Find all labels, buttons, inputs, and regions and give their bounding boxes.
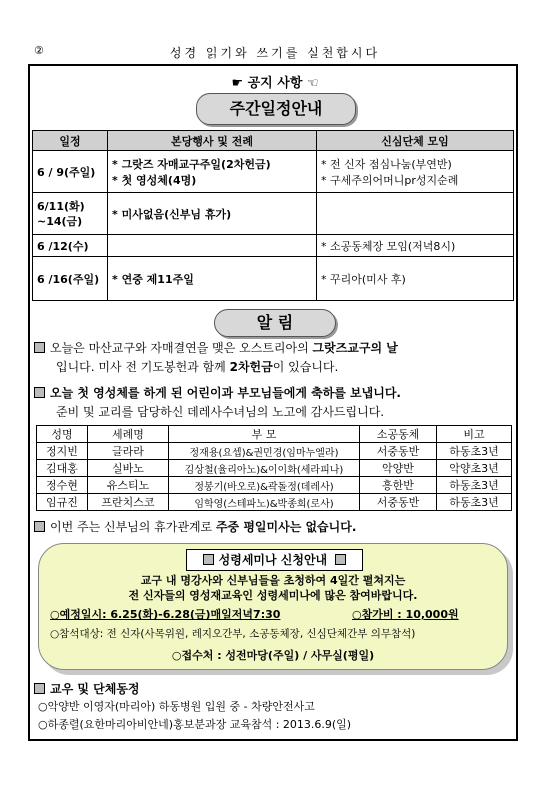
first-communion-table: [36, 425, 512, 511]
checkbox-square-icon: [34, 683, 45, 694]
table-row: [37, 477, 512, 494]
table-cell: 임규진: [37, 494, 88, 511]
schedule-parish-line: * 그랏즈 자매교구주일(2차헌금): [112, 157, 271, 171]
announcement-text: 오늘 첫 영성체를 하게 된 어린이과 부모님들에게 축하를 보냅니다.: [50, 386, 401, 400]
table-header-cell: 비고: [437, 426, 512, 443]
checkbox-square-icon: [34, 387, 45, 398]
table-header-cell: 소공동체: [360, 426, 437, 443]
seminar-reception: ○접수처 : 성전마당(주일) / 사무실(평일): [171, 649, 375, 662]
table-row: [37, 494, 512, 511]
schedule-date: 6 / 9(주일): [33, 151, 108, 193]
seminar-title-text: 성령세미나 신청안내: [218, 553, 328, 567]
table-cell: 서중동반: [360, 494, 437, 511]
schedule-group-line: * 전 신자 점심나눔(부연반): [321, 157, 452, 171]
schedule-header-parish: 본당행사 및 전례: [108, 131, 317, 151]
schedule-row: [33, 235, 514, 257]
schedule-date: 6 /16(주일): [33, 257, 108, 301]
schedule-parish: [108, 151, 317, 193]
table-row: [37, 460, 512, 477]
schedule-group-line: * 소공동체장 모임(저녁8시): [321, 239, 456, 253]
schedule-date: 6/11(화) ~14(금): [33, 193, 108, 235]
staff-news-item: ○하종렬(요한마리아비안네)홍보분과장 교육참석 : 2013.6.9(일): [38, 718, 352, 731]
schedule-header-date: 일정: [33, 131, 108, 151]
checkbox-square-icon: [34, 342, 45, 353]
schedule-date: 6 /12(수): [33, 235, 108, 257]
table-header-cell: 부 모: [169, 426, 360, 443]
announcement-item-2: [34, 384, 514, 422]
table-cell: 정재용(요셉)&권민경(임마누엘라): [169, 443, 360, 460]
schedule-parish-line: * 연중 제11주일: [112, 272, 194, 286]
schedule-parish: [108, 193, 317, 235]
table-cell: 악양초3년: [437, 460, 512, 477]
schedule-title: 주간일정안내: [196, 93, 356, 125]
announcement-text: 이번 주는 신부님의 휴가관계로: [50, 520, 216, 534]
schedule-parish: [108, 235, 317, 257]
schedule-group: [317, 193, 514, 235]
schedule-group: [317, 257, 514, 301]
schedule-group: [317, 151, 514, 193]
schedule-row: [33, 257, 514, 301]
announcement-line: 준비 및 교리를 담당하신 데레사수녀님의 노고에 감사드립니다.: [56, 405, 385, 419]
schedule-row: [33, 151, 514, 193]
schedule-group-line: * 꾸리아(미사 후): [321, 272, 406, 286]
table-cell: 하동초3년: [437, 494, 512, 511]
table-cell: 하동초3년: [437, 477, 512, 494]
page-motto: 성경 읽기와 쓰기를 실천합시다: [169, 46, 381, 60]
seminar-date: ○예정일시: 6.25(화)-6.28(금)매일저녁7:30: [50, 608, 281, 621]
notice-title: ☛ 공지 사항 ☜: [231, 76, 319, 91]
schedule-header-group: 신심단체 모임: [317, 131, 514, 151]
announcement-item-3: [34, 518, 510, 537]
announcement-emphasis: 2차헌금: [229, 360, 273, 374]
schedule-parish: [108, 257, 317, 301]
announcement-line: [34, 384, 514, 403]
announcement-text: 이 있습니다.: [272, 360, 339, 374]
announcement-text: 입니다. 미사 전 기도봉헌과 함께: [56, 360, 230, 374]
table-cell: 김상철(율리아노)&이이화(세라피나): [169, 460, 360, 477]
table-cell: 정지빈: [37, 443, 88, 460]
announcement-emphasis: 주중 평일미사는 없습니다.: [215, 520, 357, 534]
table-cell: 실바노: [88, 460, 169, 477]
page-number: ②: [34, 44, 44, 57]
table-cell: 악양반: [360, 460, 437, 477]
announcements-title: 알 림: [214, 309, 336, 337]
table-header-cell: 세례명: [88, 426, 169, 443]
table-cell: 김대홍: [37, 460, 88, 477]
table-cell: 정수현: [37, 477, 88, 494]
table-cell: 정봉기(바오로)&곽돌정(데레사): [169, 477, 360, 494]
seminar-description: 교구 내 명강사와 신부님들을 초청하여 4일간 펼쳐지는: [140, 574, 406, 587]
schedule-group: [317, 235, 514, 257]
seminar-fee: ○참가비 : 10,000원: [352, 608, 459, 621]
checkbox-square-icon: [34, 521, 45, 532]
schedule-table: [32, 130, 514, 301]
schedule-group-line: * 구세주의어머니pr성지순례: [321, 173, 459, 187]
table-row: [37, 443, 512, 460]
checkbox-square-icon: [203, 554, 214, 565]
table-cell: 글라라: [88, 443, 169, 460]
announcement-line: [34, 358, 510, 377]
table-cell: 프란치스코: [88, 494, 169, 511]
checkbox-square-icon: [335, 554, 346, 565]
schedule-parish-line: * 첫 영성체(4명): [112, 173, 197, 187]
table-header-cell: 성명: [37, 426, 88, 443]
announcement-item-1: [34, 339, 510, 377]
schedule-row: [33, 193, 514, 235]
seminar-target: ○참석대상: 전 신자(사목위원, 레지오간부, 소공동체장, 신심단체간부 의무참석): [50, 628, 416, 640]
staff-news-item: ○악양반 이영자(마리아) 하동병원 입원 중 - 차량안전사고: [38, 700, 315, 713]
table-cell: 임학영(스테파노)&박종희(로사): [169, 494, 360, 511]
staff-news-title-text: 교우 및 단체동정: [50, 682, 140, 696]
announcement-text: 오늘은 마산교구와 자매결연을 맺은 오스트리아의: [50, 341, 313, 355]
table-cell: 흥한반: [360, 477, 437, 494]
table-header-row: [37, 426, 512, 443]
schedule-parish-line: * 미사없음(신부님 휴가): [112, 207, 232, 221]
table-cell: 서중동반: [360, 443, 437, 460]
table-cell: 하동초3년: [437, 443, 512, 460]
seminar-description: 전 신자들의 영성재교육인 성령세미나에 많은 참여바랍니다.: [128, 589, 418, 602]
seminar-title: [186, 549, 363, 571]
announcement-emphasis: 그랏즈교구의 날: [312, 341, 398, 355]
announcement-line: [34, 339, 510, 358]
table-cell: 유스티노: [88, 477, 169, 494]
